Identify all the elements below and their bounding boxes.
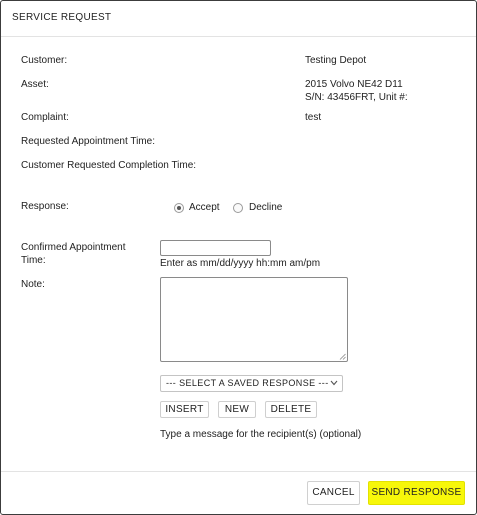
confirmed-appointment-label: Confirmed Appointment bbox=[21, 242, 126, 253]
asset-serial: S/N: 43456FRT, Unit #: bbox=[305, 92, 408, 103]
decline-label[interactable]: Decline bbox=[249, 202, 283, 213]
delete-button[interactable]: DELETE bbox=[265, 401, 317, 418]
send-response-button[interactable]: SEND RESPONSE bbox=[368, 481, 465, 505]
customer-completion-label: Customer Requested Completion Time: bbox=[21, 160, 197, 171]
customer-value: Testing Depot bbox=[305, 55, 367, 66]
dialog-header bbox=[1, 1, 476, 37]
saved-response-select[interactable] bbox=[160, 375, 343, 392]
chevron-down-icon bbox=[330, 380, 338, 386]
asset-label: Asset: bbox=[21, 79, 49, 90]
dialog-title: SERVICE REQUEST bbox=[12, 12, 112, 23]
asset-name: 2015 Volvo NE42 D11 bbox=[305, 79, 403, 90]
complaint-label: Complaint: bbox=[21, 112, 69, 123]
date-format-hint: Enter as mm/dd/yyyy hh:mm am/pm bbox=[160, 258, 321, 269]
response-label: Response: bbox=[21, 201, 69, 212]
decline-radio[interactable] bbox=[233, 203, 243, 213]
note-label: Note: bbox=[21, 279, 45, 290]
note-textarea[interactable] bbox=[160, 277, 348, 362]
accept-radio[interactable] bbox=[174, 203, 184, 213]
cancel-button[interactable]: CANCEL bbox=[307, 481, 360, 505]
footer-divider bbox=[1, 471, 476, 472]
confirmed-appointment-input[interactable] bbox=[160, 240, 271, 256]
saved-response-selected: --- SELECT A SAVED RESPONSE --- bbox=[166, 378, 329, 388]
new-button[interactable]: NEW bbox=[218, 401, 256, 418]
resize-handle-icon[interactable] bbox=[339, 353, 346, 360]
insert-button[interactable]: INSERT bbox=[160, 401, 209, 418]
accept-label[interactable]: Accept bbox=[189, 202, 220, 213]
recipient-help-text: Type a message for the recipient(s) (optional) bbox=[160, 429, 362, 440]
confirmed-appointment-label-time: Time: bbox=[21, 255, 46, 266]
complaint-value: test bbox=[305, 112, 322, 123]
customer-label: Customer: bbox=[21, 55, 68, 66]
requested-appointment-label: Requested Appointment Time: bbox=[21, 136, 155, 147]
